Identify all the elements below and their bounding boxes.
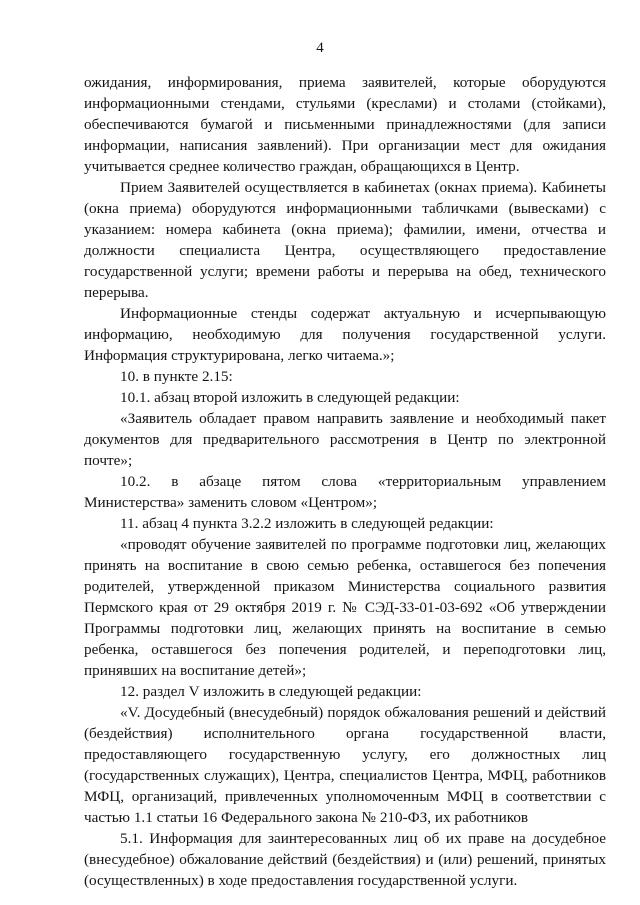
paragraph-item-5-1: 5.1. Информация для заинтересованных лиц об их праве на досудебное (внесудебное) обжалование действий (бездействия) и (или) решений, принятых (осуществленных) в ходе предоставления государственной услуги. (84, 830, 606, 889)
paragraph-waiting-area: ожидания, информирования, приема заявителей, которые оборудуются информационными стендами, стульями (креслами) и столами (стойками), обеспечиваются бумагой и письменными принадлежностями (для записи информации, написания заявлений). При организации мест для ожидания учитывается среднее количество граждан, обращающихся в Центр. (84, 74, 606, 175)
paragraph-applicant-right: «Заявитель обладает правом направить заявление и необходимый пакет документов для предварительного рассмотрения в Центр по электронной почте»; (84, 410, 606, 469)
paragraph-item-11: 11. абзац 4 пункта 3.2.2 изложить в следующей редакции: (120, 515, 494, 532)
paragraph-reception-offices: Прием Заявителей осуществляется в кабинетах (окнах приема). Кабинеты (окна приема) оборудуются информационными табличками (вывесками) с указанием: номера кабинета (окна приема); фамилии, имени, отчества и должности специалиста Центра, осуществляющего предоставление государственной услуги; времени работы и перерыва на обед, технического перерыва. (84, 179, 606, 301)
paragraph-info-stands: Информационные стенды содержат актуальную и исчерпывающую информацию, необходимую для получения государственной услуги. Информация структурирована, легко читаема.»; (84, 305, 606, 364)
document-body (84, 72, 606, 891)
paragraph-training-program: «проводят обучение заявителей по программе подготовки лиц, желающих принять на воспитание в свою семью ребенка, оставшегося без попечения родителей, утвержденной приказом Министерства социального развития Пермского края от 29 октября 2019 г. № СЭД-33-01-03-692 «Об утверждении Программы подготовки лиц, желающих принять на воспитание в семью ребенка, оставшегося без попечения родителей, и переподготовки лиц, принявших на воспитание детей»; (84, 536, 606, 679)
paragraph-item-10: 10. в пункте 2.15: (120, 368, 233, 385)
paragraph-item-10-2: 10.2. в абзаце пятом слова «территориальным управлением Министерства» заменить словом «Центром»; (84, 473, 606, 511)
paragraph-section-v-title: «V. Досудебный (внесудебный) порядок обжалования решений и действий (бездействия) исполнительного органа государственной власти, предоставляющего государственную услугу, его должностных лиц (государственных служащих), Центра, специалистов Центра, МФЦ, работников МФЦ, организаций, привлеченных уполномоченным МФЦ в соответствии с частью 1.1 статьи 16 Федерального закона № 210-ФЗ, их работников (84, 704, 606, 826)
paragraph-item-10-1: 10.1. абзац второй изложить в следующей редакции: (120, 389, 460, 406)
paragraph-item-12: 12. раздел V изложить в следующей редакции: (120, 683, 422, 700)
page-number: 4 (316, 40, 324, 56)
